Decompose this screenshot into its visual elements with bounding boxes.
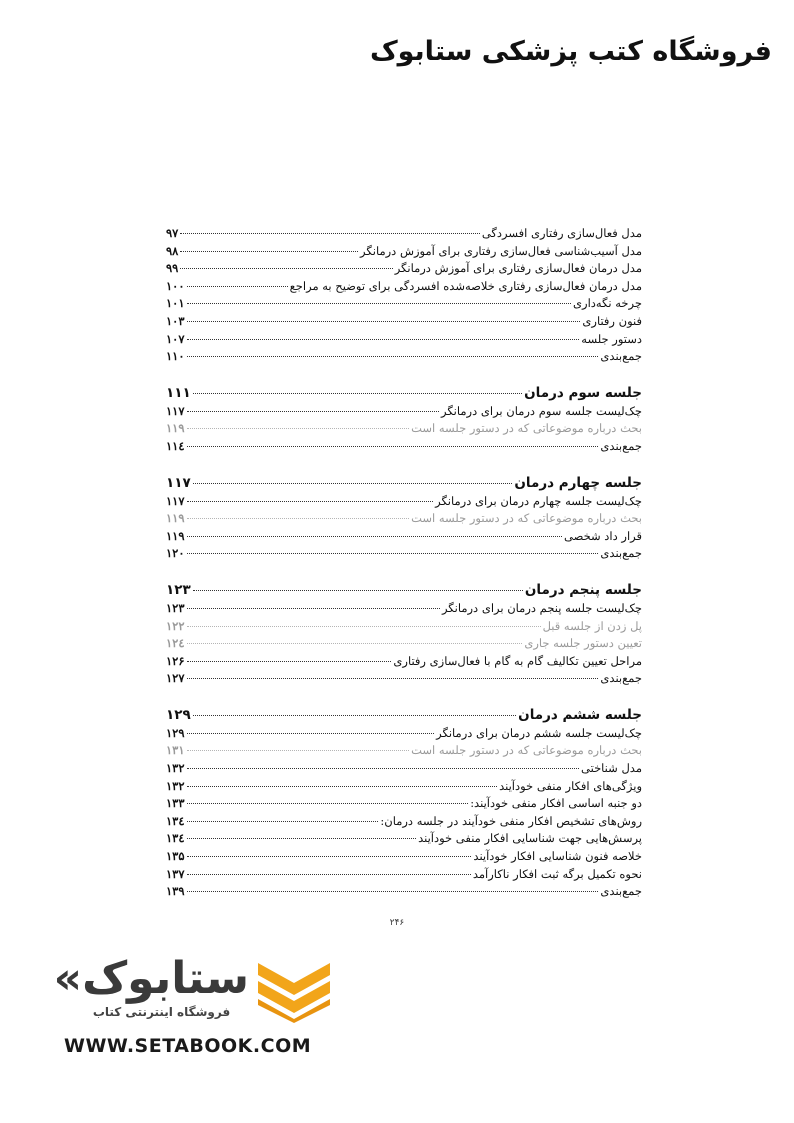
toc-entry-title: دستور جلسه	[581, 331, 642, 346]
toc-entry	[166, 653, 642, 671]
toc-entry	[166, 493, 642, 511]
toc-section	[166, 225, 642, 366]
toc-heading-page: ۱۲۳	[166, 581, 191, 598]
toc-chapter-heading	[166, 706, 642, 725]
toc-section	[166, 474, 642, 563]
chevron-stack-icon	[254, 959, 334, 1023]
toc-entry-title: جمع‌بندی	[600, 671, 642, 686]
toc-leader-dots	[187, 411, 439, 412]
toc-leader-dots	[193, 393, 522, 394]
toc-entry-title: جمع‌بندی	[600, 349, 642, 364]
toc-entry-title: چک‌لیست جلسه ششم درمان برای درمانگر	[436, 725, 642, 740]
toc-entry	[166, 813, 642, 831]
toc-leader-dots	[187, 339, 580, 340]
toc-leader-dots	[180, 268, 392, 269]
toc-leader-dots	[193, 715, 516, 716]
toc-leader-dots	[187, 821, 379, 822]
page-header-title: فروشگاه کتب پزشکی ستابوک	[369, 36, 772, 67]
toc-entry	[166, 795, 642, 813]
toc-entry-page: ۱۳۹	[166, 884, 185, 899]
toc-entry-page: ۱۱۷	[166, 403, 185, 418]
toc-leader-dots	[187, 678, 599, 679]
toc-entry-page: ۱۳۵	[166, 849, 185, 864]
toc-entry-title: چک‌لیست جلسه پنجم درمان برای درمانگر	[441, 600, 642, 615]
toc-entry-title: جمع‌بندی	[600, 438, 642, 453]
toc-leader-dots	[187, 608, 440, 609]
toc-heading-page: ۱۱۷	[166, 474, 191, 491]
toc-entry	[166, 848, 642, 866]
toc-leader-dots	[187, 874, 471, 875]
logo-url: WWW.SETABOOK.COM	[64, 1035, 312, 1057]
toc-leader-dots	[187, 626, 541, 627]
toc-heading-title: جلسه پنجم درمان	[524, 581, 642, 598]
toc-entry-title: ویژگی‌های افکار منفی خودآیند	[499, 778, 642, 793]
toc-leader-dots	[187, 856, 472, 857]
toc-leader-dots	[187, 553, 599, 554]
toc-entry-page: ۱۳٤	[166, 831, 185, 846]
toc-leader-dots	[187, 643, 523, 644]
toc-leader-dots	[187, 321, 581, 322]
toc-entry-page: ۱۲۶	[166, 653, 185, 668]
toc-entry	[166, 278, 642, 296]
toc-entry-page: ۱۳۱	[166, 743, 185, 758]
toc-section	[166, 384, 642, 456]
toc-entry-title: مدل فعال‌سازی رفتاری افسردگی	[481, 226, 642, 240]
toc-entry	[166, 618, 642, 636]
toc-leader-dots	[187, 356, 599, 357]
toc-chapter-heading	[166, 581, 642, 600]
toc-leader-dots	[187, 446, 599, 447]
toc-entry-title: پرسش‌هایی جهت شناسایی افکار منفی خودآیند	[418, 831, 642, 846]
toc-entry-title: مدل درمان فعال‌سازی رفتاری برای آموزش درمانگر	[394, 261, 642, 276]
toc-leader-dots	[187, 286, 288, 287]
toc-leader-dots	[187, 536, 563, 537]
toc-entry-page: ۱۲۹	[166, 725, 185, 740]
toc-entry-page: ۹۸	[166, 243, 179, 258]
toc-entry-title: بحث درباره موضوعاتی که در دستور جلسه است	[411, 421, 642, 436]
toc-section	[166, 706, 642, 901]
toc-entry-title: جمع‌بندی	[600, 546, 642, 561]
toc-entry	[166, 313, 642, 331]
toc-entry-title: فنون رفتاری	[582, 313, 642, 328]
toc-entry	[166, 331, 642, 349]
toc-entry-title: قرار داد شخصی	[564, 528, 642, 543]
toc-entry	[166, 778, 642, 796]
toc-entry-title: بحث درباره موضوعاتی که در دستور جلسه است	[411, 511, 642, 526]
toc-entry	[166, 438, 642, 456]
toc-entry	[166, 348, 642, 366]
toc-entry	[166, 830, 642, 848]
toc-entry	[166, 243, 642, 261]
toc-entry-title: مدل درمان فعال‌سازی رفتاری خلاصه‌شده افسردگی برای توضیح به مراجع	[289, 278, 642, 293]
toc-leader-dots	[187, 518, 410, 519]
toc-entry	[166, 600, 642, 618]
toc-entry	[166, 883, 642, 901]
toc-entry-title: دو جنبه اساسی افکار منفی خودآیند:	[470, 796, 642, 811]
toc-entry-title: مدل شناختی	[581, 761, 642, 776]
toc-entry	[166, 760, 642, 778]
toc-entry-title: جمع‌بندی	[600, 884, 642, 899]
toc-entry-page: ۱۳۳	[166, 796, 185, 811]
toc-entry-title: پل زدن از جلسه قبل	[542, 618, 642, 633]
toc-entry-title: نحوه تکمیل برگه ثبت افکار ناکارآمد	[472, 866, 642, 881]
toc-entry	[166, 420, 642, 438]
toc-entry-page: ۱۱٤	[166, 438, 185, 453]
toc-entry	[166, 528, 642, 546]
toc-leader-dots	[187, 838, 417, 839]
toc-entry-page: ۱۱۹	[166, 421, 185, 436]
toc-entry-page: ۱۱۹	[166, 511, 185, 526]
toc-leader-dots	[187, 661, 392, 662]
toc-entry-page: ۱۰۱	[166, 296, 185, 311]
toc-leader-dots	[193, 483, 513, 484]
toc-entry-page: ۱۱۷	[166, 493, 185, 508]
toc-section	[166, 581, 642, 688]
toc-heading-title: جلسه سوم درمان	[524, 384, 642, 401]
toc-entry-page: ۱۲۰	[166, 546, 185, 561]
toc-entry-title: روش‌های تشخیص افکار منفی خودآیند در جلسه درمان:	[380, 813, 642, 828]
toc-entry	[166, 742, 642, 760]
toc-leader-dots	[187, 501, 434, 502]
toc-entry-page: ۱۰۳	[166, 313, 185, 328]
toc-entry	[166, 866, 642, 884]
toc-leader-dots	[187, 786, 498, 787]
toc-leader-dots	[187, 750, 410, 751]
page-number: ۲۴۶	[389, 918, 405, 928]
toc-entry-page: ۱۰۷	[166, 331, 185, 346]
logo-tagline: فروشگاه اینترنتی کتاب	[92, 1005, 231, 1019]
toc-leader-dots	[180, 233, 479, 234]
toc-entry	[166, 510, 642, 528]
toc-entry-page: ۹۹	[166, 261, 179, 276]
toc-entry-page: ۱۳۲	[166, 778, 185, 793]
toc-leader-dots	[187, 303, 571, 304]
toc-entry-page: ۱۲۷	[166, 671, 185, 686]
toc-heading-title: جلسه چهارم درمان	[514, 474, 642, 491]
toc-leader-dots	[193, 590, 523, 591]
toc-heading-page: ۱۱۱	[166, 384, 191, 401]
toc-entry	[166, 403, 642, 421]
toc-entry-page: ۱۳۲	[166, 761, 185, 776]
toc-entry-page: ۱۲۲	[166, 618, 185, 633]
table-of-contents	[166, 225, 642, 901]
toc-entry-page: ۱۲۳	[166, 600, 185, 615]
toc-entry-page: ۱۳٤	[166, 813, 185, 828]
logo-wordmark: ستابوک»	[53, 953, 249, 1004]
toc-leader-dots	[187, 428, 410, 429]
toc-entry	[166, 295, 642, 313]
toc-entry-title: بحث درباره موضوعاتی که در دستور جلسه است	[411, 743, 642, 758]
toc-entry-title: چرخه نگه‌داری	[573, 296, 642, 311]
toc-entry	[166, 670, 642, 688]
toc-entry-title: خلاصه فنون شناسایی افکار خودآیند	[473, 849, 642, 864]
toc-chapter-heading	[166, 474, 642, 493]
toc-entry-title: چک‌لیست جلسه چهارم درمان برای درمانگر	[435, 493, 642, 508]
toc-entry-page: ۱۲٤	[166, 636, 185, 651]
toc-entry-page: ۱۳۷	[166, 866, 185, 881]
toc-entry	[166, 545, 642, 563]
toc-leader-dots	[187, 891, 599, 892]
toc-leader-dots	[187, 803, 469, 804]
toc-entry	[166, 260, 642, 278]
toc-leader-dots	[180, 251, 358, 252]
toc-entry-title: چک‌لیست جلسه سوم درمان برای درمانگر	[440, 403, 642, 418]
toc-chapter-heading	[166, 384, 642, 403]
toc-entry-title: مراحل تعیین تکالیف گام به گام با فعال‌سازی رفتاری	[393, 653, 642, 668]
toc-heading-title: جلسه ششم درمان	[518, 706, 642, 723]
toc-entry-page: ۱۰۰	[166, 278, 185, 293]
toc-entry-page: ۱۱۹	[166, 528, 185, 543]
setabook-logo	[53, 953, 344, 1065]
toc-leader-dots	[187, 768, 579, 769]
toc-entry-title: تعیین دستور جلسه جاری	[524, 636, 642, 651]
toc-entry-title: مدل آسیب‌شناسی فعال‌سازی رفتاری برای آموزش درمانگر	[360, 243, 642, 258]
toc-leader-dots	[187, 733, 435, 734]
toc-entry-page: ۹۷	[166, 226, 179, 240]
toc-heading-page: ۱۲۹	[166, 706, 191, 723]
toc-entry	[166, 635, 642, 653]
toc-entry-page: ۱۱۰	[166, 349, 185, 364]
toc-entry	[166, 725, 642, 743]
toc-entry	[166, 225, 642, 243]
